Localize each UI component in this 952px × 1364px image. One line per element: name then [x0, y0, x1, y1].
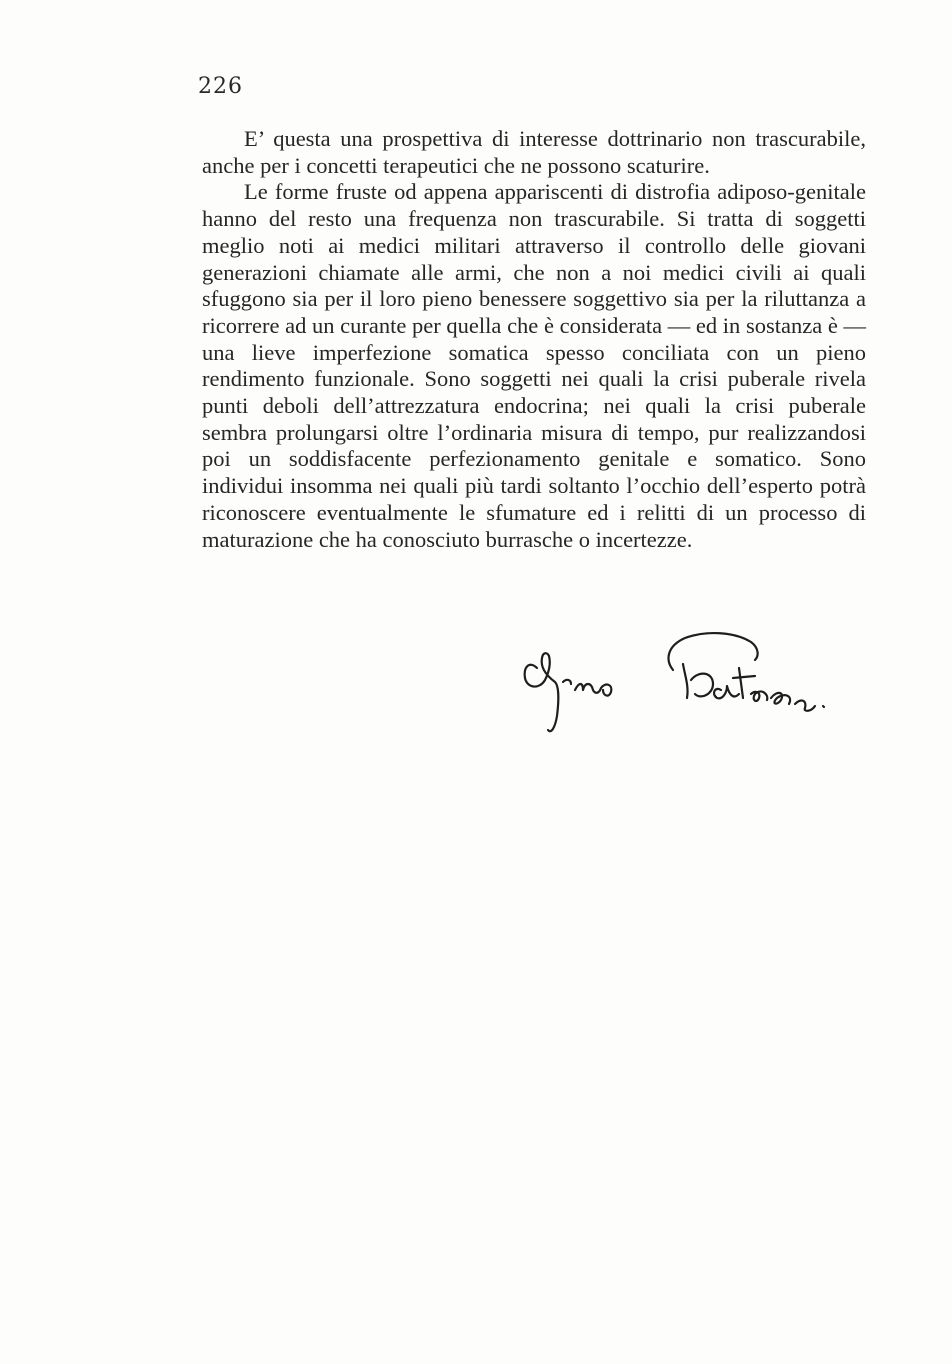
- page-number: 226: [198, 74, 243, 99]
- handwritten-signature: [515, 620, 875, 750]
- body-text: [202, 126, 866, 553]
- paragraph-2: Le forme fruste od appena appariscenti di distrofia adiposo-genitale hanno del resto una frequenza non trascurabile. Si tratta di soggetti meglio noti ai medici militari attraverso il controllo delle giovani generazioni chiamate alle armi, che non a noi medici civili ai quali sfuggono sia per il loro pieno benessere soggettivo sia per la riluttanza a ricorrere ad un curante per quella che è considerata — ed in sostanza è — una lieve imperfezione somatica spesso conciliata con un pieno rendimento funzionale. Sono soggetti nei quali la crisi puberale rivela punti deboli dell’attrezzatura endocrina; nei quali la crisi puberale sembra prolungarsi oltre l’ordinaria misura di tempo, pur realizzandosi poi un soddisfacente perfezionamento genitale e somatico. Sono individui insomma nei quali più tardi soltanto l’occhio dell’esperto potrà riconoscere eventualmente le sfumature ed i relitti di un processo di maturazione che ha conosciuto burrasche o incertezze.: [202, 179, 866, 552]
- paragraph-1: E’ questa una prospettiva di interesse dottrinario non trascurabile, anche per i concetti terapeutici che ne possono scaturire.: [202, 126, 866, 178]
